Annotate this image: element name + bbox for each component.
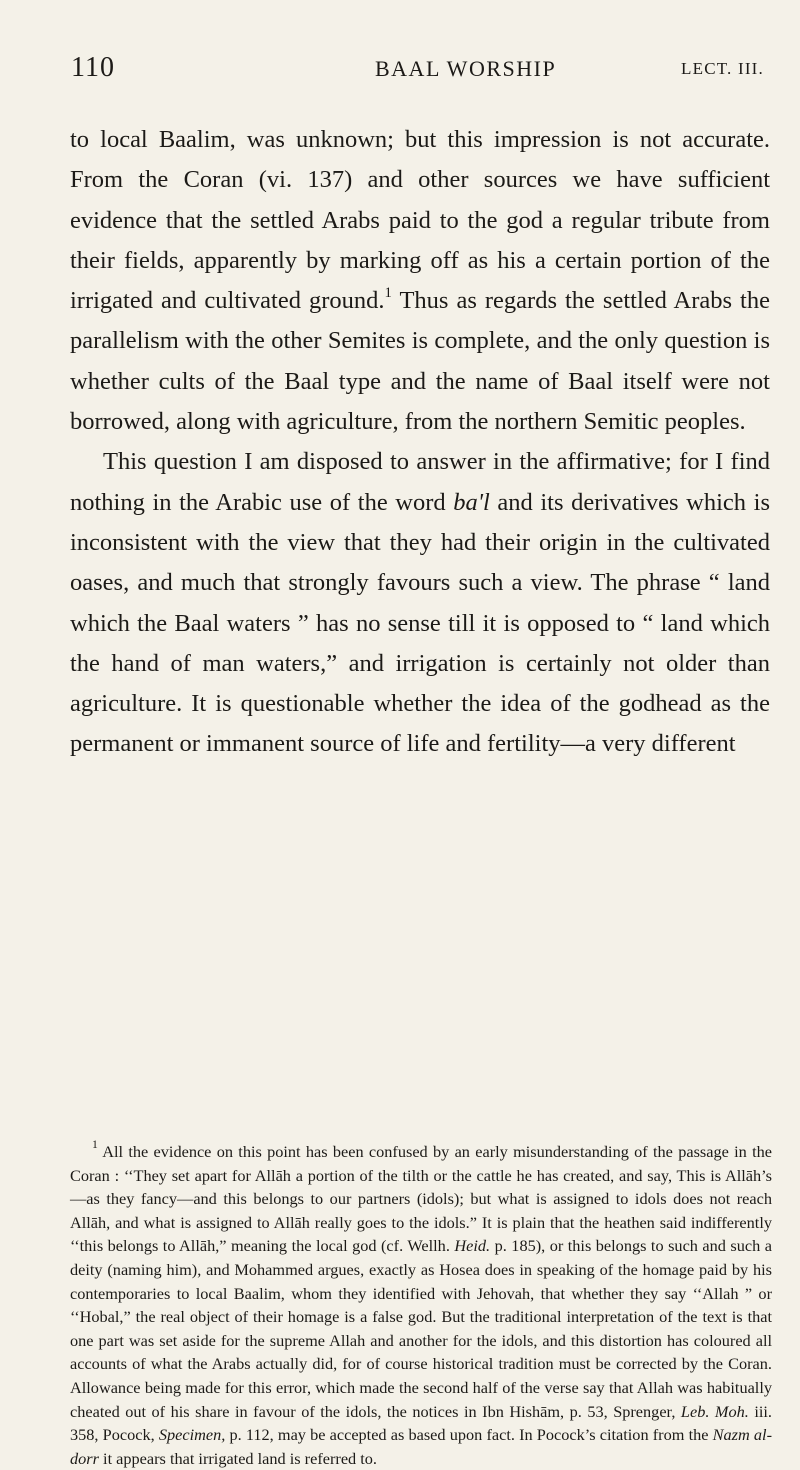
footnote-italic-1: Heid. <box>454 1236 491 1256</box>
footnote-text-3: iii. 358, Pocock, <box>70 1401 772 1445</box>
paragraph-2-text-b: and its derivatives which is inconsistent with the view that they had their origin in the cultivated oases, and much that strongly favours such a view. The phrase “ land which the Baal waters ” has no sense till it is opposed to “ land which the hand of man waters,” and irrigation is certainly not older than agriculture. It is questionable whether the idea of the godhead as the permanent or immanent source of life and fertility—a very different <box>70 488 770 758</box>
paragraph-2 <box>70 442 770 764</box>
main-text <box>70 120 770 765</box>
paragraph-1-text-b: Thus as regards the settled Arabs the parallelism with the other Semites is complete, and the only question is whether cults of the Baal type and the name of Baal itself were not borrowed, along with agriculture, from the northern Semitic peoples. <box>70 287 770 436</box>
running-title: BAAL WORSHIP <box>375 56 557 81</box>
footnote-italic-2: Leb. Moh. <box>680 1401 749 1421</box>
footnote <box>70 1140 772 1470</box>
footnote-reference: 1 <box>384 285 392 302</box>
footnote-italic-3: Specimen, <box>158 1425 226 1445</box>
footnote-text-4: p. 112, may be accepted as based upon fact. In Pocock’s citation from the <box>225 1425 713 1445</box>
lecture-label: LECT. III. <box>681 59 764 78</box>
footnote-text-5: it appears that irrigated land is referred to. <box>98 1448 377 1468</box>
page-header <box>71 52 764 92</box>
page-number: 110 <box>71 52 115 83</box>
footnote-text-1: All the evidence on this point has been confused by an early misunderstanding of the passage in the Coran : ‘‘They set apart for Allāh a portion of the tilth or the cattle he has created, and say, This is Allāh’s—as they fancy—and this belongs to our partners (idols); but what is assigned to idols does not reach Allāh, and what is assigned to Allāh really goes to the idols.” It is plain that the heathen said indifferently ‘‘this belongs to Allāh,” meaning the local god (cf. Wellh. <box>70 1142 772 1256</box>
footnote-text-2: p. 185), or this belongs to such and such a deity (naming him), and Mohammed argues, exactly as Hosea does in speaking of the homage paid by his contemporaries to local Baalim, whom they identified with Jehovah, that whether they say ‘‘Allah ” or ‘‘Hobal,” the real object of their homage is a false god. But the traditional interpretation of the text is that one part was set aside for the supreme Allah and another for the idols, and this distortion has coloured all accounts of what the Arabs actually did, for of course historical tradition must be corrected by the Coran. Allowance being made for this error, which made the second half of the verse say that Allah was habitually cheated out of his share in favour of the idols, the notices in Ibn Hishām, p. 53, Sprenger, <box>70 1236 772 1421</box>
paragraph-1 <box>70 120 770 442</box>
footnote-italic-4: Nazm al-dorr <box>70 1425 772 1468</box>
footnote-marker: 1 <box>92 1138 98 1152</box>
italic-term: ba'l <box>453 488 490 516</box>
paragraph-1-text-a: to local Baalim, was unknown; but this impression is not accurate. From the Coran (vi. 137) and other sources we have sufficient evidence that the settled Arabs paid to the god a regular tribute from their fields, apparently by marking off as his a certain portion of the irrigated and cultivated ground. <box>70 126 770 315</box>
paragraph-2-text-a: This question I am disposed to answer in the affirmative; for I find nothing in the Arabic use of the word <box>70 448 770 516</box>
